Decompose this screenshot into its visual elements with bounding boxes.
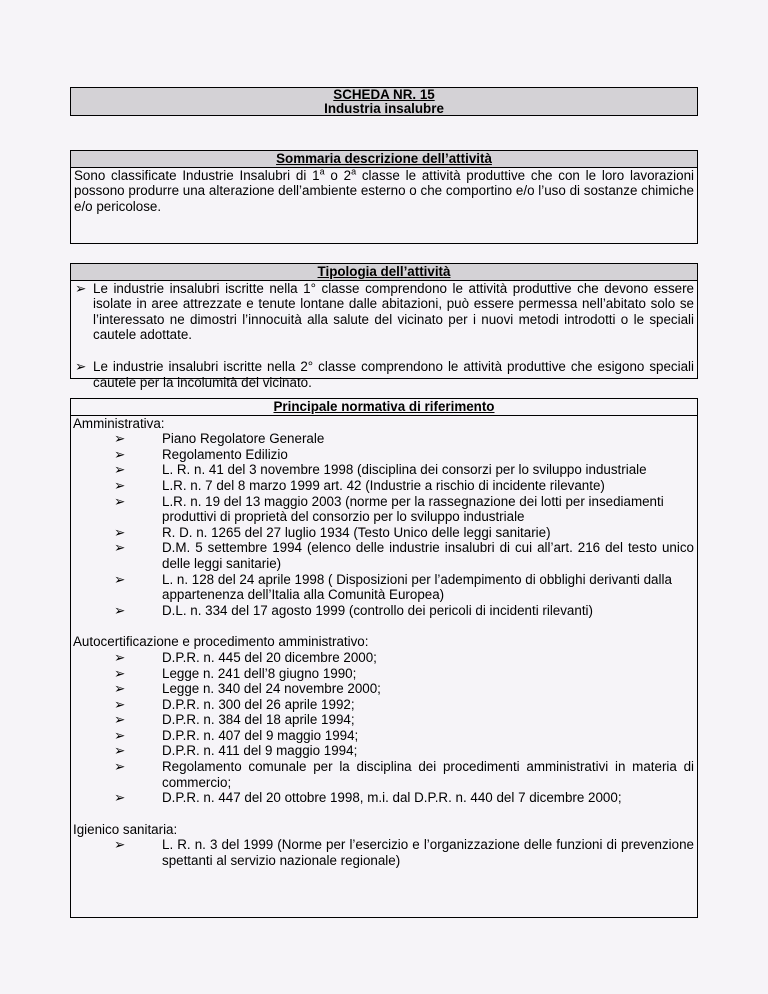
arrow-bullet-icon: ➢	[114, 477, 126, 493]
arrow-bullet-icon: ➢	[114, 696, 126, 712]
arrow-bullet-icon: ➢	[114, 431, 126, 447]
list-item: ➢ D.M. 5 settembre 1994 (elenco delle industrie insalubri di cui all’art. 216 del testo unico delle leggi sanitarie)	[114, 540, 694, 571]
normativa-section	[70, 398, 698, 918]
arrow-bullet-icon: ➢	[114, 446, 126, 462]
list-item: ➢ L.R. n. 19 del 13 maggio 2003 (norme per la rassegnazione dei lotti per insediamenti produttivi di proprietà del consorzio per lo sviluppo industriale	[114, 493, 664, 525]
arrow-bullet-icon: ➢	[114, 759, 126, 775]
list-item: ➢ Piano Regolatore Generale	[114, 431, 325, 447]
tipologia-item: ➢ Le industrie insalubri iscritte nella 2° classe comprendono le attività produttive che esigono speciali cautele per la incolumità del vicinato.	[75, 358, 694, 390]
arrow-bullet-icon: ➢	[114, 524, 126, 540]
list-item: ➢ D.L. n. 334 del 17 agosto 1999 (controllo dei pericoli di incidenti rilevanti)	[114, 602, 593, 618]
arrow-bullet-icon: ➢	[114, 571, 126, 587]
sommaria-heading: Sommaria descrizione dell’attività	[71, 151, 697, 168]
list-item: ➢ L. R. n. 3 del 1999 (Norme per l’esercizio e l’organizzazione delle funzioni di prevenzione spettanti al servizio nazionale regionale)	[114, 837, 694, 869]
arrow-bullet-icon: ➢	[114, 493, 126, 509]
arrow-bullet-icon: ➢	[75, 280, 87, 296]
igienico-list	[71, 837, 697, 868]
tipologia-section	[70, 263, 698, 390]
arrow-bullet-icon: ➢	[114, 837, 126, 853]
list-item: ➢ Regolamento Edilizio	[114, 446, 288, 462]
arrow-bullet-icon: ➢	[114, 602, 126, 618]
list-item: ➢ Regolamento comunale per la disciplina dei procedimenti amministrativi in materia di commercio;	[114, 759, 694, 790]
tipologia-item: ➢ Le industrie insalubri iscritte nella 1° classe comprendono le attività produttive che devono essere isolate in aree attrezzate e tenute lontane dalle abitazioni, può essere permessa nell’abitato solo se l’interessato ne dimostri l’innocuità alla salute del vicinato per i nuovi metodi introdotti o le speciali cautele adottate.	[75, 280, 694, 343]
list-item: ➢ L.R. n. 7 del 8 marzo 1999 art. 42 (Industrie a rischio di incidente rilevante)	[114, 477, 605, 493]
list-item: ➢ R. D. n. 1265 del 27 luglio 1934 (Testo Unico delle leggi sanitarie)	[114, 524, 551, 540]
sommaria-section	[70, 150, 698, 244]
normativa-heading: Principale normativa di riferimento	[71, 399, 697, 416]
arrow-bullet-icon: ➢	[114, 727, 126, 743]
list-item: ➢ D.P.R. n. 411 del 9 maggio 1994;	[114, 743, 358, 759]
arrow-bullet-icon: ➢	[114, 681, 126, 697]
category-label-igienico: Igienico sanitaria:	[73, 821, 178, 837]
list-item: ➢ L. R. n. 41 del 3 novembre 1998 (disciplina dei consorzi per lo sviluppo industriale	[114, 462, 647, 478]
list-item: ➢ D.P.R. n. 445 del 20 dicembre 2000;	[114, 649, 377, 665]
tipologia-heading: Tipologia dell’attività	[71, 264, 697, 281]
list-item: ➢ D.P.R. n. 447 del 20 ottobre 1998, m.i. dal D.P.R. n. 440 del 7 dicembre 2000;	[114, 790, 622, 806]
amministrativa-list	[71, 431, 697, 618]
list-item: ➢ Legge n. 241 dell’8 giugno 1990;	[114, 665, 357, 681]
arrow-bullet-icon: ➢	[114, 540, 126, 556]
list-item: ➢ Legge n. 340 del 24 novembre 2000;	[114, 681, 381, 697]
scheda-title: SCHEDA NR. 15	[333, 87, 435, 102]
arrow-bullet-icon: ➢	[114, 743, 126, 759]
list-item: ➢ L. n. 128 del 24 aprile 1998 ( Disposizioni per l’adempimento di obblighi derivanti dalla appartenenza dell’Italia alla Comunità Europea)	[114, 571, 672, 603]
arrow-bullet-icon: ➢	[114, 665, 126, 681]
scheda-title-box	[70, 87, 698, 116]
list-item: ➢ D.P.R. n. 407 del 9 maggio 1994;	[114, 727, 359, 743]
autocertificazione-list	[71, 650, 697, 806]
arrow-bullet-icon: ➢	[114, 462, 126, 478]
sommaria-text: Sono classificate Industrie Insalubri di 1$^a$ o 2$^a$ classe le attività produttive che con le loro lavorazioni possono produrre una alterazione dell’ambiente esterno o che comportino e/o l’uso di sostanze chimiche e/o pericolose.	[74, 166, 695, 214]
arrow-bullet-icon: ➢	[114, 712, 126, 728]
arrow-bullet-icon: ➢	[114, 649, 126, 665]
list-item: ➢ D.P.R. n. 384 del 18 aprile 1994;	[114, 712, 355, 728]
category-label-autocertificazione: Autocertificazione e procedimento amministrativo:	[73, 634, 369, 650]
scheda-subtitle: Industria insalubre	[324, 101, 444, 116]
category-label-amministrativa: Amministrativa:	[73, 415, 165, 431]
arrow-bullet-icon: ➢	[114, 790, 126, 806]
list-item: ➢ D.P.R. n. 300 del 26 aprile 1992;	[114, 696, 355, 712]
arrow-bullet-icon: ➢	[75, 358, 87, 374]
